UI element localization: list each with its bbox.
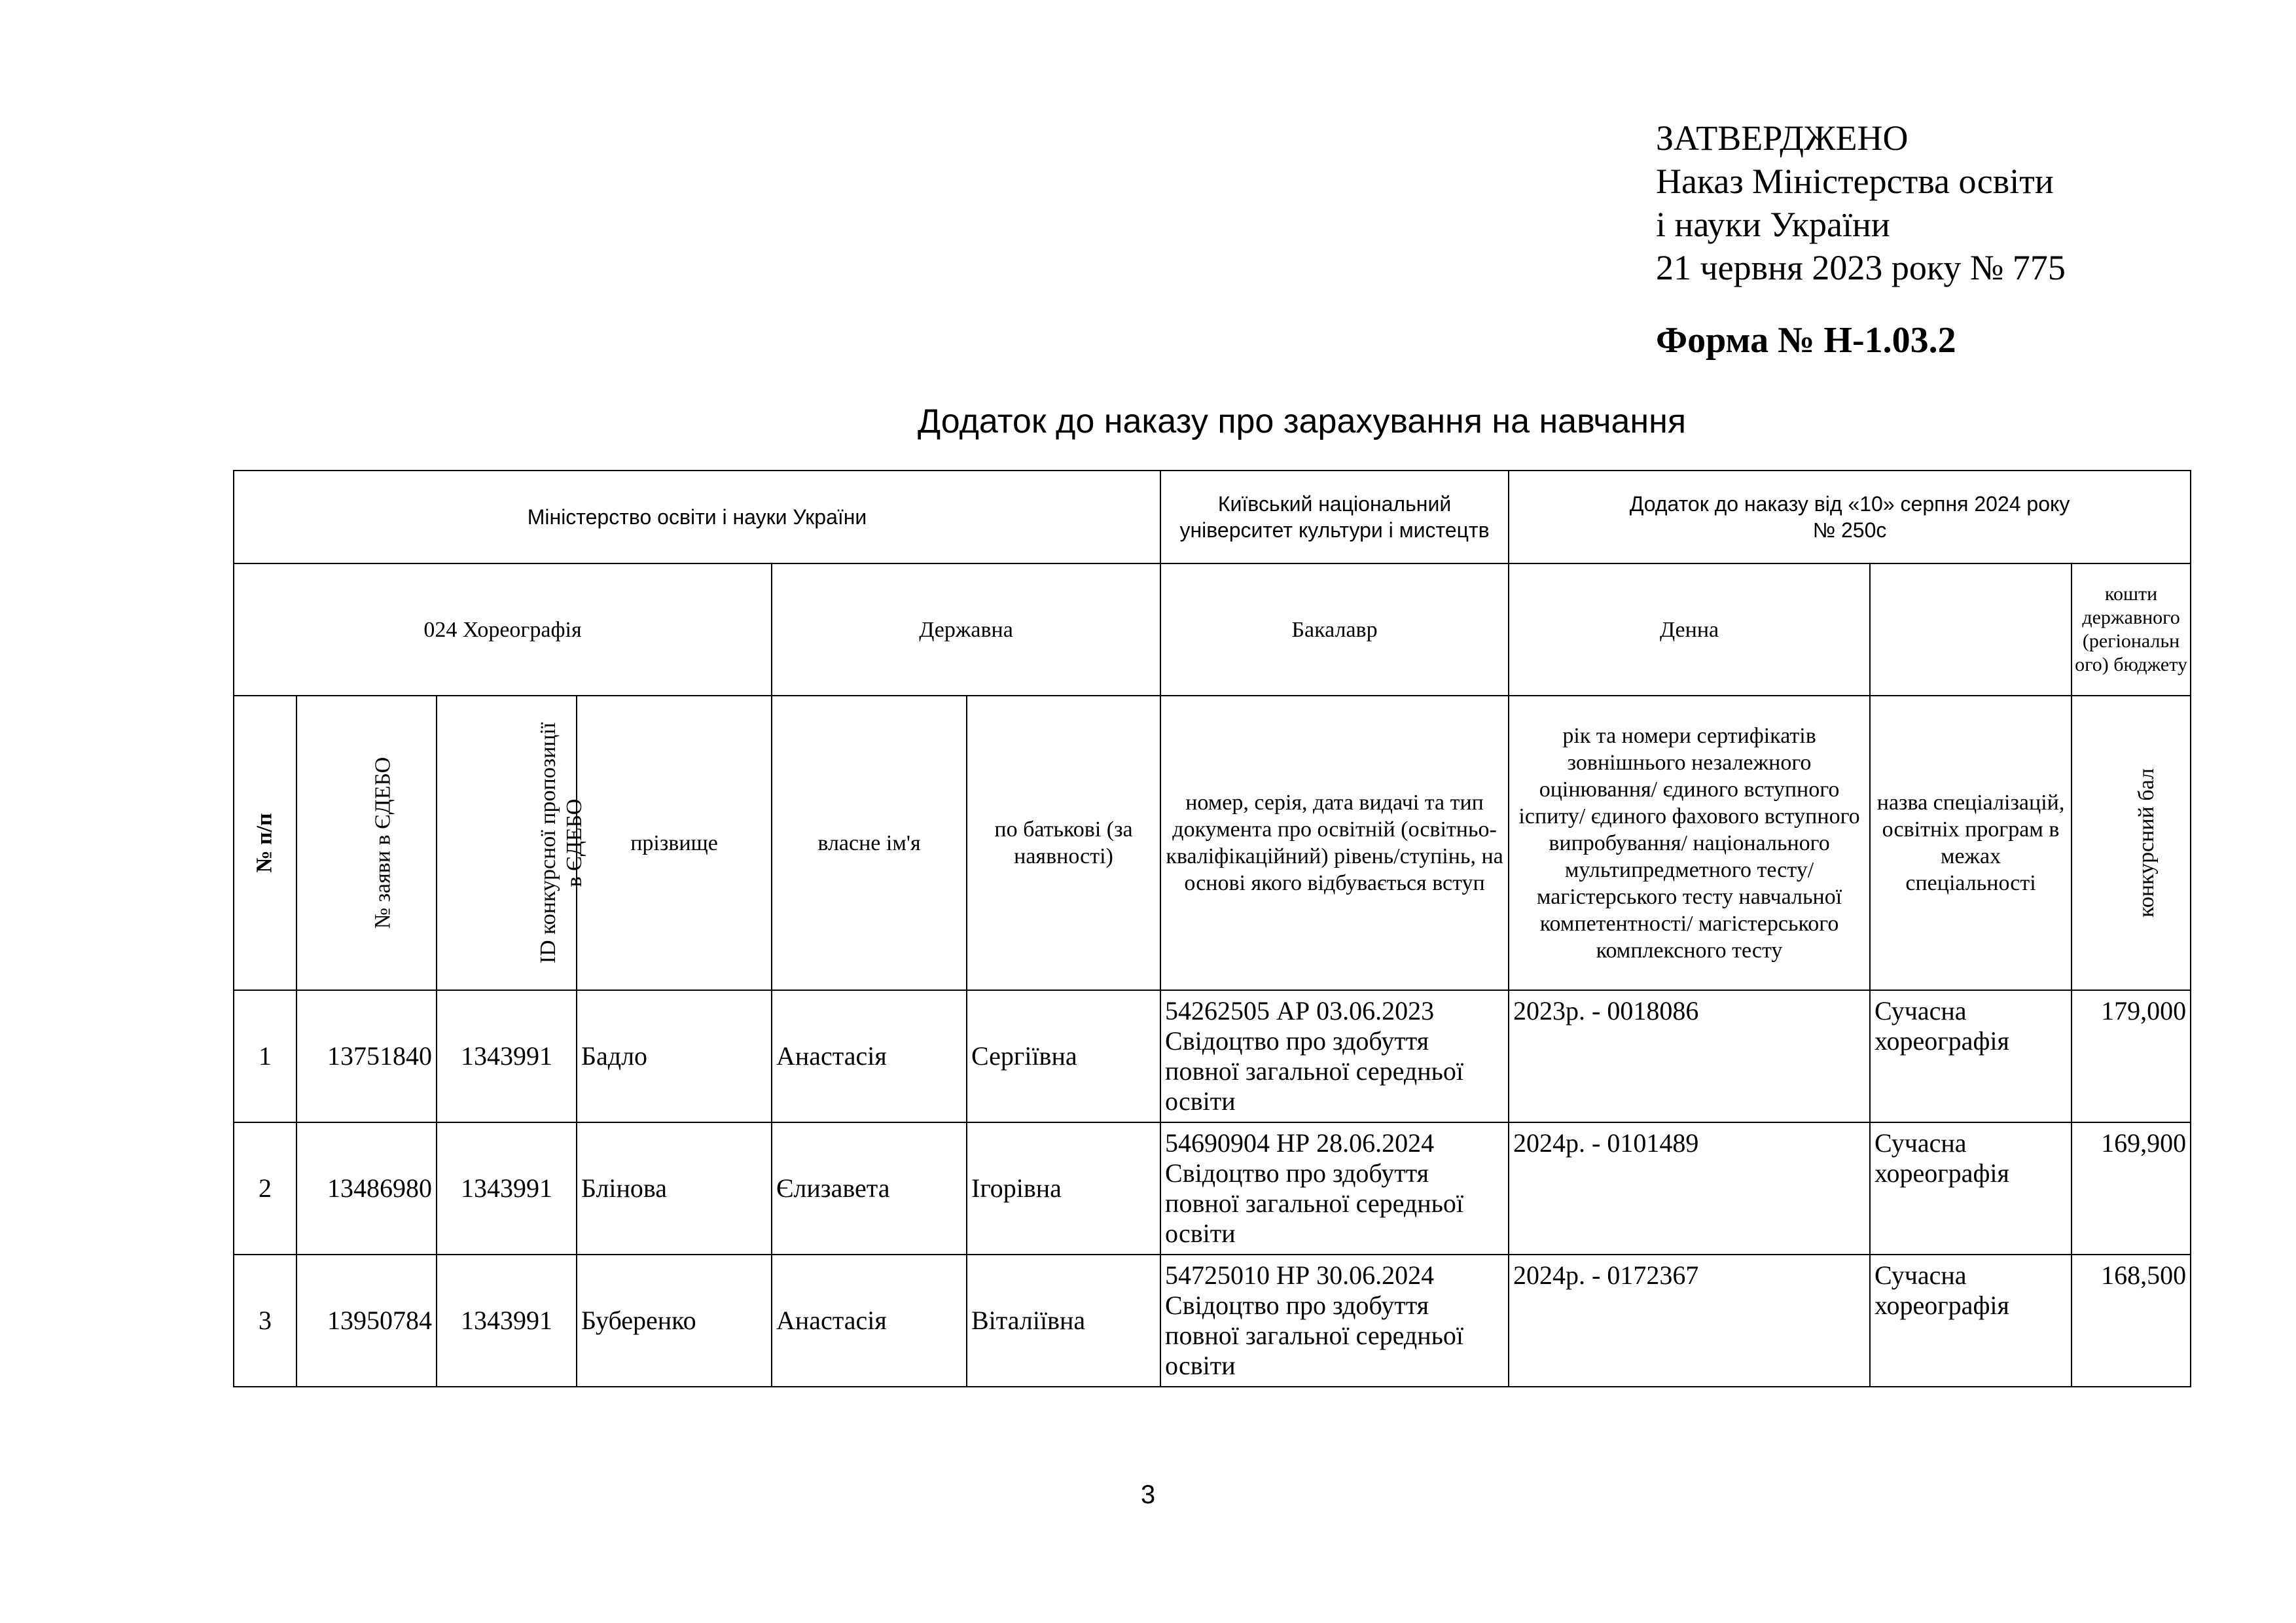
- header-row-institution: [234, 471, 2191, 563]
- row-surname: Буберенко: [577, 1255, 772, 1387]
- study-form-cell: Денна: [1509, 563, 1870, 696]
- enrollment-table: [233, 470, 2191, 1387]
- row-certificates: 2023р. - 0018086: [1509, 990, 1870, 1122]
- row-offer-id: 1343991: [437, 990, 577, 1122]
- col-application-header: [296, 696, 437, 990]
- col-score-label: конкурсний бал: [2134, 768, 2159, 918]
- row-patronymic: Віталіївна: [967, 1255, 1160, 1387]
- col-num-label: № п/п: [252, 813, 277, 873]
- col-application-label: № заяви в ЄДЕБО: [370, 757, 395, 929]
- empty-header-cell: [1870, 563, 2072, 696]
- row-patronymic: Ігорівна: [967, 1122, 1160, 1255]
- col-num-header: [234, 696, 296, 990]
- form-number: Форма № Н-1.03.2: [1656, 320, 1956, 361]
- row-education-doc: 54725010 НР 30.06.2024 Свідоцтво про здобуття повної загальної середньої освіти: [1160, 1255, 1509, 1387]
- approval-block: [1656, 116, 2066, 289]
- row-patronymic: Сергіївна: [967, 990, 1160, 1122]
- row-education-doc: 54690904 НР 28.06.2024 Свідоцтво про здобуття повної загальної середньої освіти: [1160, 1122, 1509, 1255]
- degree-cell: Бакалавр: [1160, 563, 1509, 696]
- order-line-2: № 250с: [1812, 518, 1887, 542]
- col-first-name-header: власне ім'я: [772, 696, 967, 990]
- row-num: 2: [234, 1122, 296, 1255]
- row-score: 169,900: [2072, 1122, 2191, 1255]
- row-first-name: Анастасія: [772, 1255, 967, 1387]
- row-offer-id: 1343991: [437, 1255, 577, 1387]
- funding-cell: кошти державного (регіональн ого) бюджету: [2072, 563, 2191, 696]
- row-surname: Бадло: [577, 990, 772, 1122]
- row-education-doc: 54262505 АР 03.06.2023 Свідоцтво про здобуття повної загальної середньої освіти: [1160, 990, 1509, 1122]
- row-application: 13751840: [296, 990, 437, 1122]
- document-title: Додаток до наказу про зарахування на навчання: [918, 402, 1686, 440]
- row-first-name: Єлизавета: [772, 1122, 967, 1255]
- col-score-header: [2072, 696, 2191, 990]
- approval-line-3: і науки України: [1656, 205, 1890, 244]
- page-number: 3: [1140, 1480, 1156, 1509]
- row-score: 179,000: [2072, 990, 2191, 1122]
- col-surname-header: прізвище: [577, 696, 772, 990]
- row-score: 168,500: [2072, 1255, 2191, 1387]
- col-specialization-header: назва спеціалізацій, освітніх програм в межах спеціальності: [1870, 696, 2072, 990]
- approval-line-2: Наказ Міністерства освіти: [1656, 162, 2054, 201]
- specialty-cell: 024 Хореографія: [234, 563, 772, 696]
- row-surname: Блінова: [577, 1122, 772, 1255]
- row-num: 1: [234, 990, 296, 1122]
- table-row: [234, 1122, 2191, 1255]
- col-offer-id-header: [437, 696, 586, 990]
- col-certificates-header: рік та номери сертифікатів зовнішнього незалежного оцінювання/ єдиного вступного іспиту/ єдиного фахового вступного випробування/ національного мультипредметного тесту/ магістерського тесту навчальної компетентності/ магістерського комплексного тесту: [1509, 696, 1870, 990]
- order-line-1: Додаток до наказу від «10» серпня 2024 року: [1629, 492, 2070, 516]
- order-cell: [1509, 471, 2191, 563]
- ministry-cell: Міністерство освіти і науки України: [234, 471, 1160, 563]
- row-certificates: 2024р. - 0101489: [1509, 1122, 1870, 1255]
- col-education-doc-header: номер, серія, дата видачі та тип документа про освітній (освітньо-кваліфікаційний) рівень/ступінь, на основі якого відбувається вступ: [1160, 696, 1509, 990]
- row-application: 13486980: [296, 1122, 437, 1255]
- col-patronymic-header: по батькові (за наявності): [967, 696, 1160, 990]
- header-row-program: [234, 563, 2191, 696]
- table-row: [234, 1255, 2191, 1387]
- row-specialization: Сучасна хореографія: [1870, 1255, 2072, 1387]
- approval-line-4: 21 червня 2023 року № 775: [1656, 248, 2066, 287]
- approval-line-1: ЗАТВЕРДЖЕНО: [1656, 118, 1909, 158]
- ownership-cell: Державна: [772, 563, 1160, 696]
- column-header-row: [234, 696, 2191, 990]
- col-offer-id-label: ID конкурсної пропозиції в ЄДЕБО: [536, 722, 586, 964]
- university-cell: Київський національний університет культури і мистецтв: [1160, 471, 1509, 563]
- row-certificates: 2024р. - 0172367: [1509, 1255, 1870, 1387]
- row-offer-id: 1343991: [437, 1122, 577, 1255]
- row-first-name: Анастасія: [772, 990, 967, 1122]
- row-num: 3: [234, 1255, 296, 1387]
- row-specialization: Сучасна хореографія: [1870, 990, 2072, 1122]
- row-application: 13950784: [296, 1255, 437, 1387]
- row-specialization: Сучасна хореографія: [1870, 1122, 2072, 1255]
- table-row: [234, 990, 2191, 1122]
